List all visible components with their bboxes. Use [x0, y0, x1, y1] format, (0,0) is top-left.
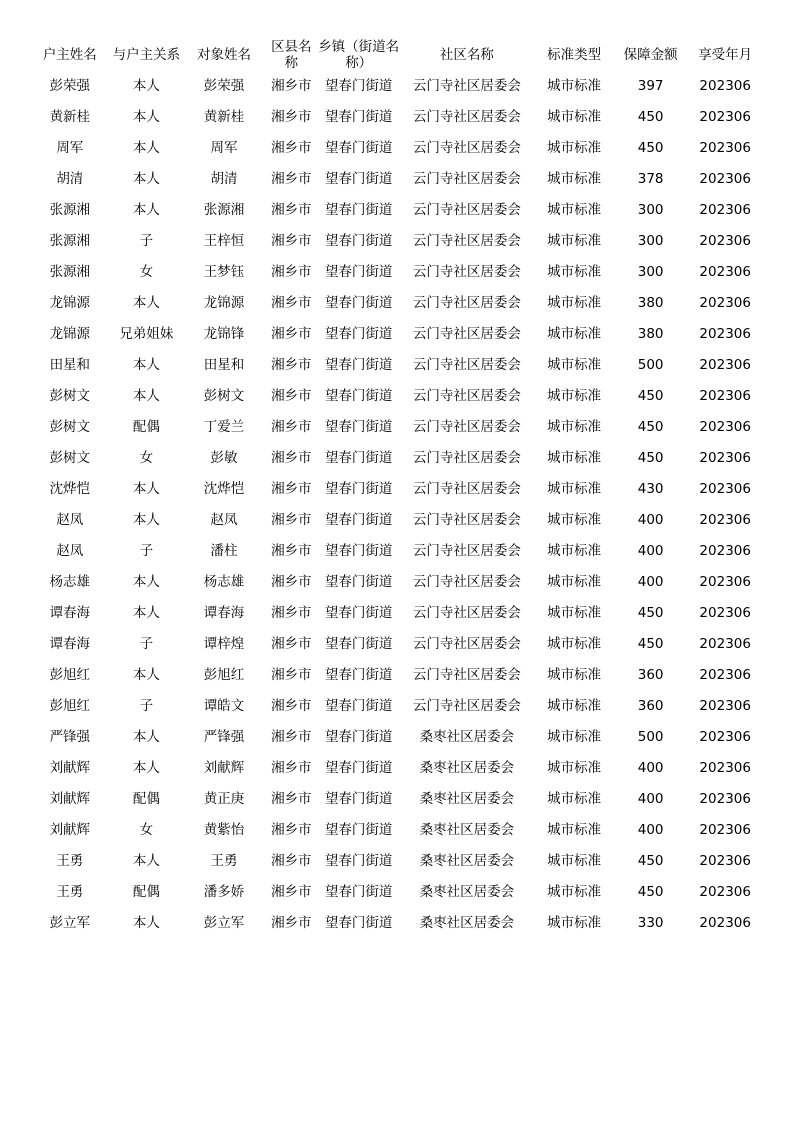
- table-header-row: [30, 40, 763, 71]
- cell-community: 云门寺社区居委会: [412, 201, 521, 218]
- cell-standard-type: 城市标准: [547, 852, 602, 869]
- cell-person-name: 黄新桂: [203, 108, 245, 125]
- cell-householder-name: 刘献辉: [49, 759, 91, 776]
- table-row: [30, 722, 763, 753]
- cell-amount: 400: [637, 790, 664, 807]
- cell-township: 望春门街道: [324, 201, 393, 218]
- cell-relation: 本人: [132, 170, 160, 187]
- cell-township: 望春门街道: [324, 294, 393, 311]
- column-header-standard-type: 标准类型: [547, 46, 602, 63]
- table-row: [30, 474, 763, 505]
- table-row: [30, 505, 763, 536]
- cell-period: 202306: [699, 170, 751, 187]
- column-header-relation: 与户主关系: [112, 46, 181, 63]
- cell-township: 望春门街道: [324, 635, 393, 652]
- cell-relation: 本人: [132, 294, 160, 311]
- cell-district: 湘乡市: [271, 852, 312, 869]
- cell-township: 望春门街道: [324, 325, 393, 342]
- cell-householder-name: 严锋强: [49, 728, 91, 745]
- cell-relation: 本人: [132, 852, 160, 869]
- cell-township: 望春门街道: [324, 542, 393, 559]
- cell-standard-type: 城市标准: [547, 108, 602, 125]
- cell-amount: 400: [637, 511, 664, 528]
- cell-period: 202306: [699, 139, 751, 156]
- cell-householder-name: 彭荣强: [49, 77, 91, 94]
- cell-period: 202306: [699, 387, 751, 404]
- cell-district: 湘乡市: [271, 77, 312, 94]
- cell-district: 湘乡市: [271, 666, 312, 683]
- table-body: [30, 71, 763, 939]
- cell-period: 202306: [699, 511, 751, 528]
- cell-amount: 450: [637, 635, 664, 652]
- cell-township: 望春门街道: [324, 821, 393, 838]
- cell-person-name: 王梓恒: [203, 232, 245, 249]
- cell-amount: 450: [637, 604, 664, 621]
- table-row: [30, 381, 763, 412]
- cell-relation: 子: [139, 542, 154, 559]
- cell-householder-name: 王勇: [56, 883, 84, 900]
- cell-householder-name: 周军: [56, 139, 84, 156]
- cell-standard-type: 城市标准: [547, 449, 602, 466]
- cell-standard-type: 城市标准: [547, 604, 602, 621]
- cell-district: 湘乡市: [271, 790, 312, 807]
- cell-person-name: 张源湘: [203, 201, 245, 218]
- cell-amount: 500: [637, 728, 664, 745]
- cell-standard-type: 城市标准: [547, 573, 602, 590]
- cell-person-name: 沈烨恺: [203, 480, 245, 497]
- cell-person-name: 田星和: [203, 356, 245, 373]
- cell-township: 望春门街道: [324, 108, 393, 125]
- table-row: [30, 629, 763, 660]
- cell-township: 望春门街道: [324, 697, 393, 714]
- cell-standard-type: 城市标准: [547, 914, 602, 931]
- cell-township: 望春门街道: [324, 604, 393, 621]
- cell-township: 望春门街道: [324, 790, 393, 807]
- cell-person-name: 王梦钰: [203, 263, 245, 280]
- cell-person-name: 彭旭红: [203, 666, 245, 683]
- cell-relation: 本人: [132, 139, 160, 156]
- cell-standard-type: 城市标准: [547, 790, 602, 807]
- cell-householder-name: 刘献辉: [49, 821, 91, 838]
- cell-householder-name: 张源湘: [49, 263, 91, 280]
- cell-relation: 本人: [132, 480, 160, 497]
- cell-community: 云门寺社区居委会: [412, 511, 521, 528]
- cell-standard-type: 城市标准: [547, 356, 602, 373]
- cell-person-name: 彭荣强: [203, 77, 245, 94]
- table-row: [30, 753, 763, 784]
- cell-district: 湘乡市: [271, 170, 312, 187]
- table-row: [30, 877, 763, 908]
- cell-householder-name: 彭立军: [49, 914, 91, 931]
- cell-person-name: 黄紫怡: [203, 821, 245, 838]
- cell-community: 云门寺社区居委会: [412, 263, 521, 280]
- cell-person-name: 杨志雄: [203, 573, 245, 590]
- cell-person-name: 潘柱: [210, 542, 238, 559]
- table-row: [30, 71, 763, 102]
- cell-relation: 本人: [132, 728, 160, 745]
- cell-householder-name: 张源湘: [49, 201, 91, 218]
- cell-community: 云门寺社区居委会: [412, 573, 521, 590]
- cell-householder-name: 赵凤: [56, 542, 84, 559]
- cell-community: 桑枣社区居委会: [419, 821, 515, 838]
- cell-township: 望春门街道: [324, 511, 393, 528]
- cell-community: 云门寺社区居委会: [412, 356, 521, 373]
- cell-relation: 本人: [132, 511, 160, 528]
- cell-township: 望春门街道: [324, 263, 393, 280]
- cell-community: 桑枣社区居委会: [419, 759, 515, 776]
- table-row: [30, 257, 763, 288]
- cell-standard-type: 城市标准: [547, 418, 602, 435]
- cell-period: 202306: [699, 604, 751, 621]
- cell-relation: 本人: [132, 759, 160, 776]
- cell-householder-name: 王勇: [56, 852, 84, 869]
- cell-community: 云门寺社区居委会: [412, 325, 521, 342]
- cell-relation: 本人: [132, 573, 160, 590]
- cell-period: 202306: [699, 294, 751, 311]
- cell-community: 桑枣社区居委会: [419, 914, 515, 931]
- cell-district: 湘乡市: [271, 139, 312, 156]
- cell-relation: 本人: [132, 666, 160, 683]
- cell-township: 望春门街道: [324, 356, 393, 373]
- cell-relation: 配偶: [132, 883, 160, 900]
- cell-district: 湘乡市: [271, 108, 312, 125]
- cell-township: 望春门街道: [324, 573, 393, 590]
- table-row: [30, 567, 763, 598]
- cell-standard-type: 城市标准: [547, 635, 602, 652]
- cell-amount: 450: [637, 883, 664, 900]
- subsidy-table: [30, 40, 763, 939]
- table-row: [30, 691, 763, 722]
- table-row: [30, 598, 763, 629]
- cell-community: 桑枣社区居委会: [419, 728, 515, 745]
- cell-community: 桑枣社区居委会: [419, 883, 515, 900]
- cell-period: 202306: [699, 666, 751, 683]
- cell-community: 云门寺社区居委会: [412, 418, 521, 435]
- cell-period: 202306: [699, 883, 751, 900]
- cell-amount: 400: [637, 573, 664, 590]
- table-row: [30, 102, 763, 133]
- cell-period: 202306: [699, 325, 751, 342]
- cell-amount: 450: [637, 449, 664, 466]
- cell-period: 202306: [699, 759, 751, 776]
- column-header-township: 乡镇（街道名称）: [318, 39, 400, 71]
- cell-period: 202306: [699, 697, 751, 714]
- cell-person-name: 谭皓文: [203, 697, 245, 714]
- cell-standard-type: 城市标准: [547, 821, 602, 838]
- cell-period: 202306: [699, 108, 751, 125]
- cell-amount: 500: [637, 356, 664, 373]
- cell-householder-name: 胡清: [56, 170, 84, 187]
- cell-person-name: 彭立军: [203, 914, 245, 931]
- cell-standard-type: 城市标准: [547, 666, 602, 683]
- cell-township: 望春门街道: [324, 852, 393, 869]
- cell-householder-name: 谭春海: [49, 635, 91, 652]
- cell-relation: 兄弟姐妹: [119, 325, 174, 342]
- cell-period: 202306: [699, 480, 751, 497]
- cell-person-name: 彭树文: [203, 387, 245, 404]
- table-row: [30, 319, 763, 350]
- cell-district: 湘乡市: [271, 821, 312, 838]
- cell-township: 望春门街道: [324, 883, 393, 900]
- cell-person-name: 潘多娇: [203, 883, 245, 900]
- cell-person-name: 胡清: [210, 170, 238, 187]
- cell-householder-name: 赵凤: [56, 511, 84, 528]
- cell-householder-name: 彭树文: [49, 418, 91, 435]
- cell-amount: 300: [637, 232, 664, 249]
- table-row: [30, 226, 763, 257]
- table-row: [30, 195, 763, 226]
- cell-district: 湘乡市: [271, 697, 312, 714]
- cell-district: 湘乡市: [271, 883, 312, 900]
- cell-period: 202306: [699, 356, 751, 373]
- cell-standard-type: 城市标准: [547, 511, 602, 528]
- cell-person-name: 黄正庚: [203, 790, 245, 807]
- cell-district: 湘乡市: [271, 263, 312, 280]
- cell-relation: 本人: [132, 387, 160, 404]
- table-row: [30, 412, 763, 443]
- cell-district: 湘乡市: [271, 325, 312, 342]
- cell-township: 望春门街道: [324, 914, 393, 931]
- cell-district: 湘乡市: [271, 635, 312, 652]
- cell-amount: 300: [637, 201, 664, 218]
- cell-person-name: 丁爱兰: [203, 418, 245, 435]
- cell-relation: 子: [139, 232, 154, 249]
- cell-amount: 378: [637, 170, 664, 187]
- cell-relation: 本人: [132, 77, 160, 94]
- cell-amount: 450: [637, 852, 664, 869]
- cell-householder-name: 彭树文: [49, 449, 91, 466]
- cell-person-name: 彭敏: [210, 449, 238, 466]
- cell-amount: 450: [637, 108, 664, 125]
- cell-amount: 397: [637, 77, 664, 94]
- cell-township: 望春门街道: [324, 728, 393, 745]
- cell-standard-type: 城市标准: [547, 480, 602, 497]
- table-row: [30, 908, 763, 939]
- table-row: [30, 660, 763, 691]
- cell-community: 云门寺社区居委会: [412, 387, 521, 404]
- table-header: [30, 40, 763, 71]
- column-header-householder-name: 户主姓名: [42, 46, 97, 63]
- table-row: [30, 815, 763, 846]
- cell-householder-name: 田星和: [49, 356, 91, 373]
- cell-amount: 400: [637, 821, 664, 838]
- cell-district: 湘乡市: [271, 201, 312, 218]
- cell-period: 202306: [699, 449, 751, 466]
- cell-period: 202306: [699, 790, 751, 807]
- cell-community: 云门寺社区居委会: [412, 480, 521, 497]
- table-row: [30, 784, 763, 815]
- cell-amount: 330: [637, 914, 664, 931]
- column-header-community: 社区名称: [439, 46, 494, 63]
- cell-period: 202306: [699, 77, 751, 94]
- cell-community: 云门寺社区居委会: [412, 232, 521, 249]
- cell-township: 望春门街道: [324, 387, 393, 404]
- cell-district: 湘乡市: [271, 914, 312, 931]
- cell-householder-name: 谭春海: [49, 604, 91, 621]
- cell-community: 云门寺社区居委会: [412, 449, 521, 466]
- cell-householder-name: 龙锦源: [49, 325, 91, 342]
- cell-amount: 450: [637, 418, 664, 435]
- cell-standard-type: 城市标准: [547, 387, 602, 404]
- cell-period: 202306: [699, 728, 751, 745]
- cell-relation: 本人: [132, 604, 160, 621]
- table-row: [30, 164, 763, 195]
- cell-township: 望春门街道: [324, 449, 393, 466]
- cell-relation: 本人: [132, 108, 160, 125]
- cell-relation: 子: [139, 697, 154, 714]
- cell-community: 云门寺社区居委会: [412, 666, 521, 683]
- cell-relation: 本人: [132, 914, 160, 931]
- table-row: [30, 846, 763, 877]
- cell-person-name: 龙锦锋: [203, 325, 245, 342]
- cell-person-name: 周军: [210, 139, 238, 156]
- cell-district: 湘乡市: [271, 294, 312, 311]
- cell-householder-name: 龙锦源: [49, 294, 91, 311]
- table-row: [30, 536, 763, 567]
- cell-standard-type: 城市标准: [547, 170, 602, 187]
- table-row: [30, 288, 763, 319]
- cell-amount: 300: [637, 263, 664, 280]
- cell-householder-name: 彭旭红: [49, 697, 91, 714]
- cell-period: 202306: [699, 821, 751, 838]
- cell-amount: 400: [637, 542, 664, 559]
- cell-township: 望春门街道: [324, 666, 393, 683]
- cell-householder-name: 黄新桂: [49, 108, 91, 125]
- table-row: [30, 350, 763, 381]
- cell-period: 202306: [699, 263, 751, 280]
- cell-community: 桑枣社区居委会: [419, 852, 515, 869]
- cell-person-name: 赵凤: [210, 511, 238, 528]
- cell-district: 湘乡市: [271, 356, 312, 373]
- cell-amount: 400: [637, 759, 664, 776]
- cell-relation: 配偶: [132, 790, 160, 807]
- cell-householder-name: 沈烨恺: [49, 480, 91, 497]
- cell-standard-type: 城市标准: [547, 759, 602, 776]
- cell-community: 云门寺社区居委会: [412, 294, 521, 311]
- cell-township: 望春门街道: [324, 418, 393, 435]
- cell-district: 湘乡市: [271, 542, 312, 559]
- cell-amount: 430: [637, 480, 664, 497]
- cell-period: 202306: [699, 852, 751, 869]
- cell-community: 桑枣社区居委会: [419, 790, 515, 807]
- cell-relation: 女: [139, 449, 154, 466]
- cell-township: 望春门街道: [324, 170, 393, 187]
- cell-standard-type: 城市标准: [547, 232, 602, 249]
- cell-township: 望春门街道: [324, 480, 393, 497]
- cell-township: 望春门街道: [324, 759, 393, 776]
- cell-period: 202306: [699, 201, 751, 218]
- cell-period: 202306: [699, 914, 751, 931]
- cell-period: 202306: [699, 573, 751, 590]
- cell-community: 云门寺社区居委会: [412, 77, 521, 94]
- cell-standard-type: 城市标准: [547, 263, 602, 280]
- cell-relation: 女: [139, 821, 154, 838]
- cell-township: 望春门街道: [324, 77, 393, 94]
- cell-person-name: 谭春海: [203, 604, 245, 621]
- cell-district: 湘乡市: [271, 604, 312, 621]
- cell-standard-type: 城市标准: [547, 201, 602, 218]
- column-header-amount: 保障金额: [623, 46, 678, 63]
- cell-community: 云门寺社区居委会: [412, 697, 521, 714]
- cell-standard-type: 城市标准: [547, 697, 602, 714]
- cell-amount: 380: [637, 325, 664, 342]
- cell-person-name: 王勇: [210, 852, 238, 869]
- cell-person-name: 刘献辉: [203, 759, 245, 776]
- cell-amount: 450: [637, 139, 664, 156]
- cell-householder-name: 彭树文: [49, 387, 91, 404]
- cell-period: 202306: [699, 418, 751, 435]
- cell-standard-type: 城市标准: [547, 294, 602, 311]
- cell-standard-type: 城市标准: [547, 542, 602, 559]
- cell-period: 202306: [699, 232, 751, 249]
- cell-relation: 本人: [132, 356, 160, 373]
- cell-period: 202306: [699, 542, 751, 559]
- column-header-district: 区县名称: [271, 39, 312, 71]
- cell-relation: 本人: [132, 201, 160, 218]
- cell-community: 云门寺社区居委会: [412, 108, 521, 125]
- cell-community: 云门寺社区居委会: [412, 635, 521, 652]
- cell-standard-type: 城市标准: [547, 77, 602, 94]
- cell-district: 湘乡市: [271, 418, 312, 435]
- cell-amount: 360: [637, 666, 664, 683]
- cell-standard-type: 城市标准: [547, 325, 602, 342]
- cell-householder-name: 张源湘: [49, 232, 91, 249]
- cell-householder-name: 彭旭红: [49, 666, 91, 683]
- cell-district: 湘乡市: [271, 449, 312, 466]
- column-header-period: 享受年月: [698, 46, 753, 63]
- cell-community: 云门寺社区居委会: [412, 604, 521, 621]
- cell-district: 湘乡市: [271, 480, 312, 497]
- cell-person-name: 龙锦源: [203, 294, 245, 311]
- cell-district: 湘乡市: [271, 511, 312, 528]
- table-row: [30, 133, 763, 164]
- cell-amount: 380: [637, 294, 664, 311]
- cell-standard-type: 城市标准: [547, 728, 602, 745]
- cell-district: 湘乡市: [271, 759, 312, 776]
- cell-community: 云门寺社区居委会: [412, 170, 521, 187]
- cell-amount: 360: [637, 697, 664, 714]
- cell-relation: 女: [139, 263, 154, 280]
- cell-community: 云门寺社区居委会: [412, 542, 521, 559]
- cell-amount: 450: [637, 387, 664, 404]
- cell-householder-name: 刘献辉: [49, 790, 91, 807]
- column-header-person-name: 对象姓名: [196, 46, 251, 63]
- cell-township: 望春门街道: [324, 139, 393, 156]
- cell-district: 湘乡市: [271, 728, 312, 745]
- cell-householder-name: 杨志雄: [49, 573, 91, 590]
- cell-district: 湘乡市: [271, 387, 312, 404]
- cell-person-name: 严锋强: [203, 728, 245, 745]
- cell-standard-type: 城市标准: [547, 139, 602, 156]
- cell-relation: 子: [139, 635, 154, 652]
- cell-person-name: 谭梓煌: [203, 635, 245, 652]
- cell-township: 望春门街道: [324, 232, 393, 249]
- cell-district: 湘乡市: [271, 232, 312, 249]
- cell-district: 湘乡市: [271, 573, 312, 590]
- table-row: [30, 443, 763, 474]
- cell-standard-type: 城市标准: [547, 883, 602, 900]
- cell-relation: 配偶: [132, 418, 160, 435]
- cell-period: 202306: [699, 635, 751, 652]
- cell-community: 云门寺社区居委会: [412, 139, 521, 156]
